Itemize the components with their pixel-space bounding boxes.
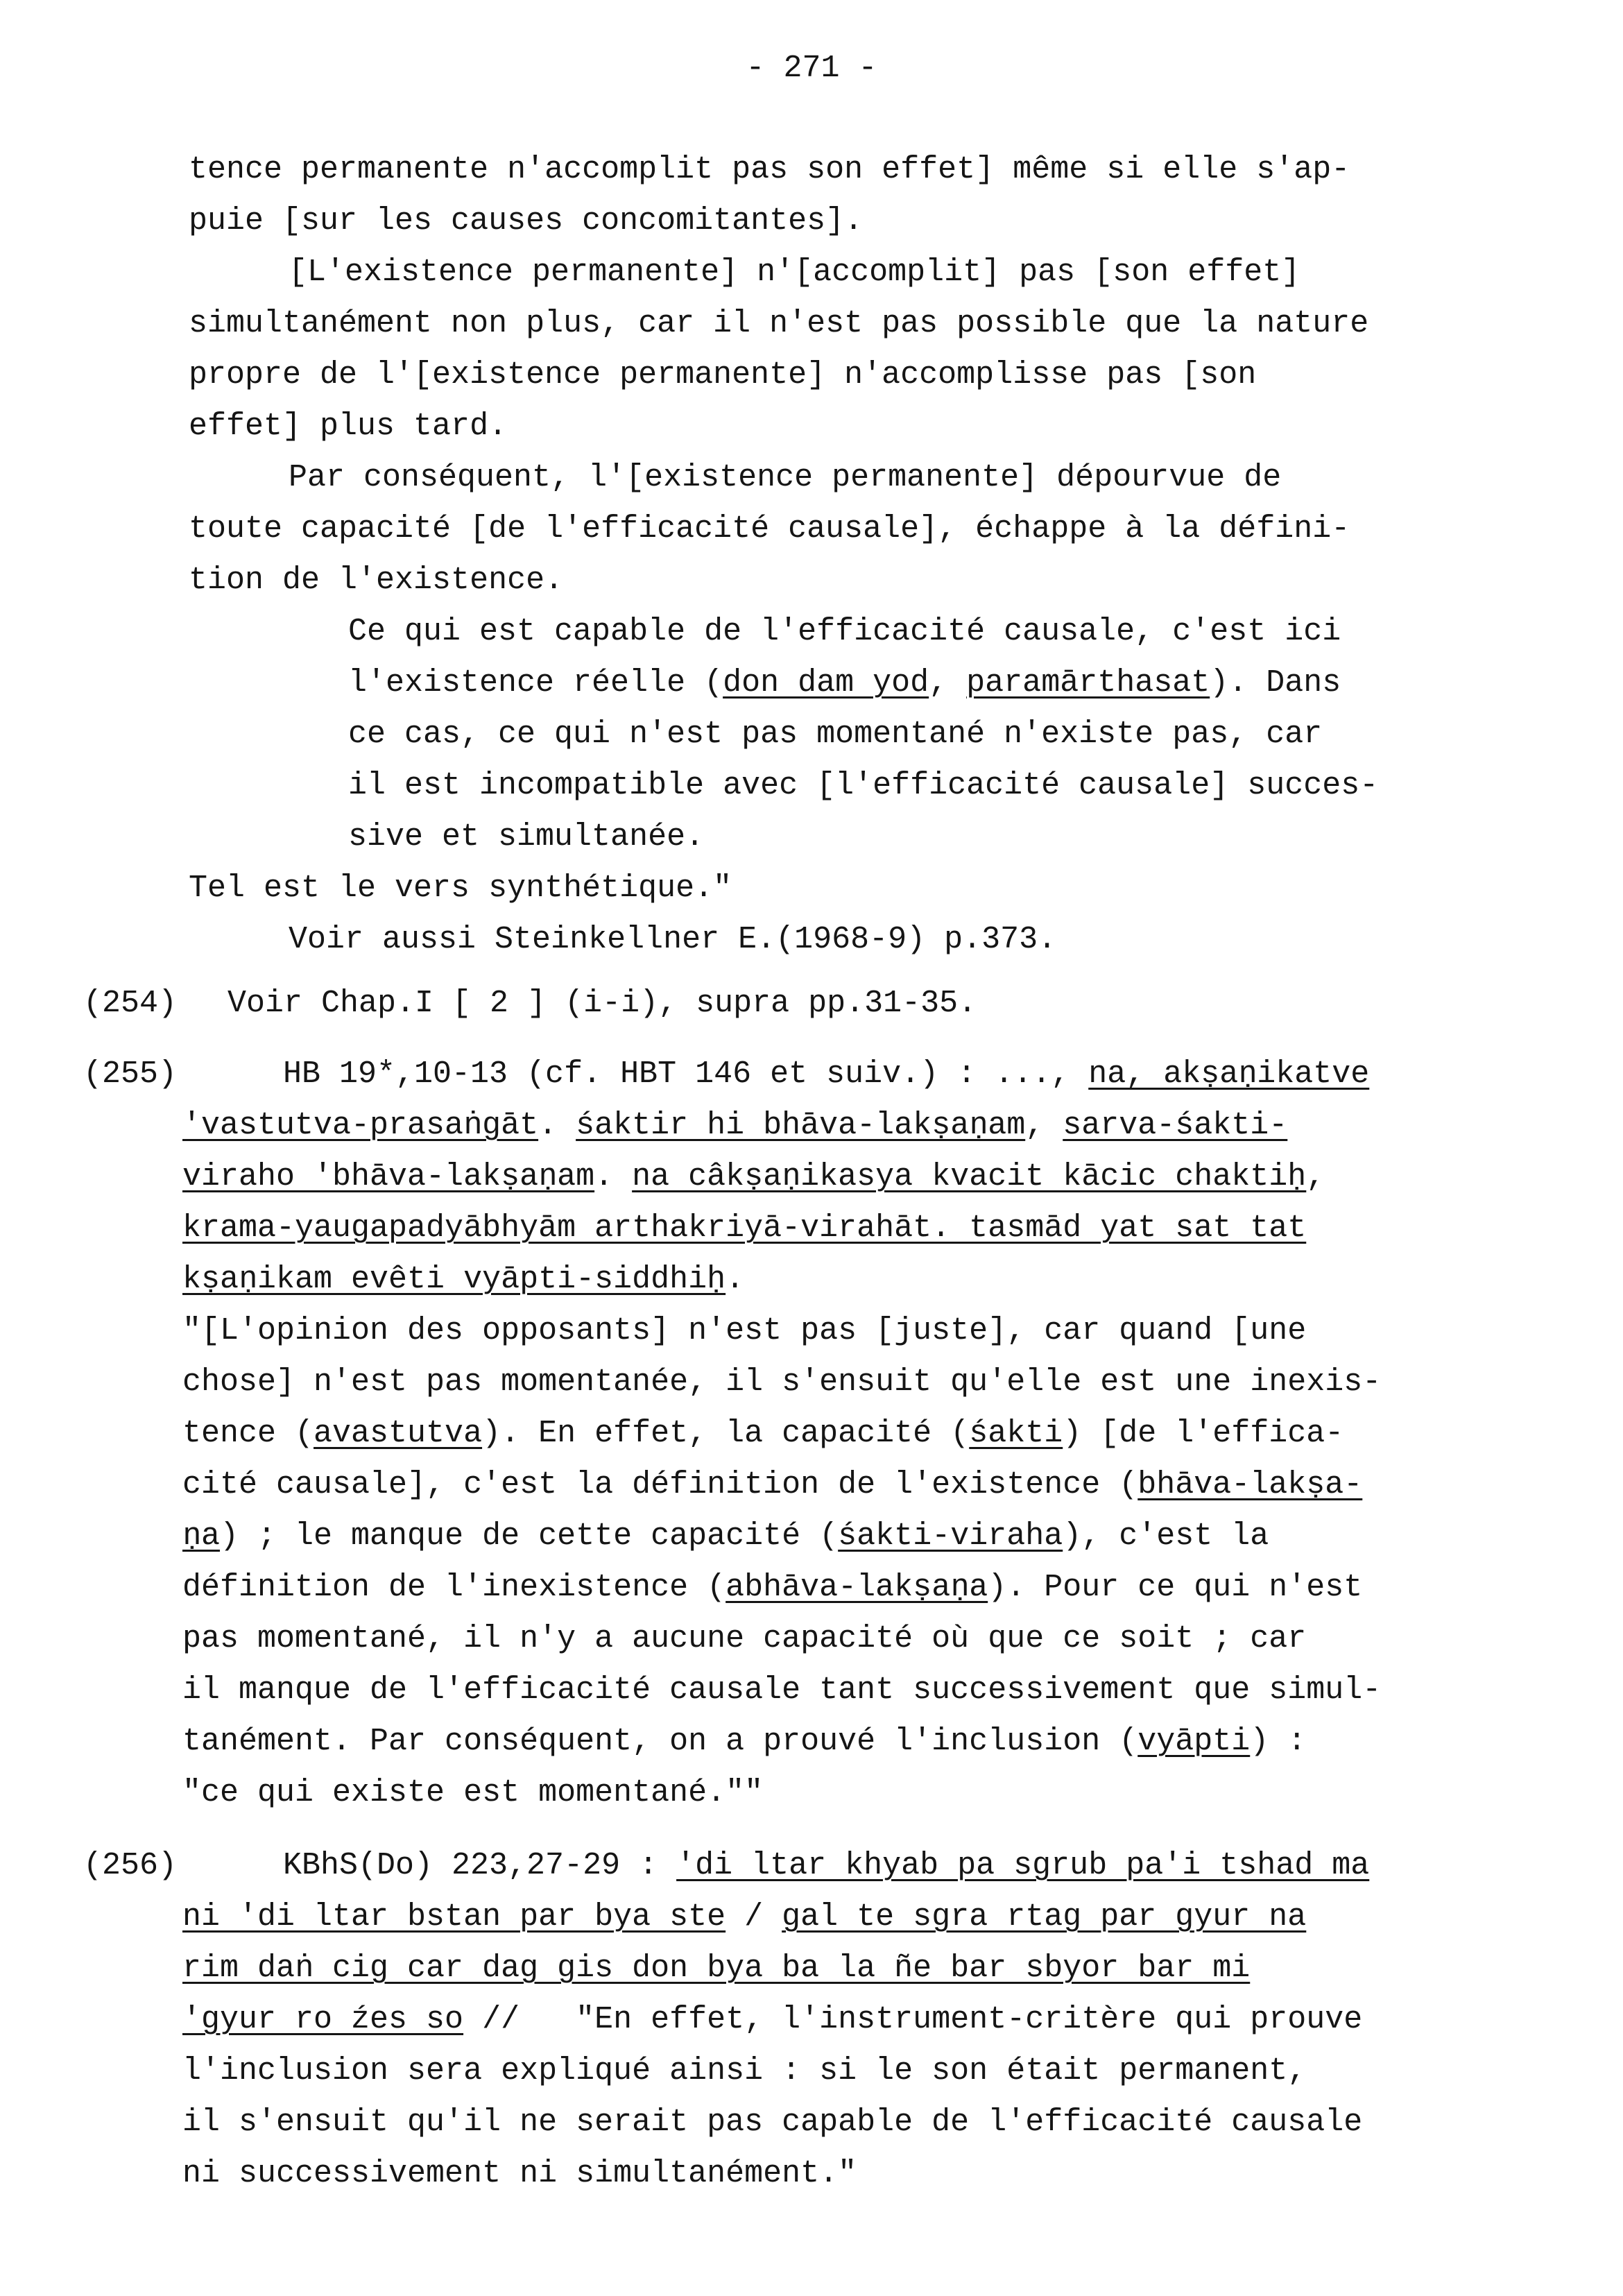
- footnote-255: [182, 1049, 1535, 1819]
- text-line: ni successivement ni simultanément.": [182, 2156, 857, 2191]
- note-number: (256): [83, 1848, 178, 1883]
- text-line: Voir Chap.I [ 2 ] (i-i), supra pp.31-35.: [227, 986, 977, 1021]
- underlined-term: na, akṣaṇikatve: [1088, 1056, 1370, 1092]
- footnote-254: [227, 978, 1580, 1029]
- text-line: kṣaṇikam evêti vyāpti-siddhiḥ.: [182, 1262, 745, 1297]
- text-line: Par conséquent, l'[existence permanente] dépourvue de: [289, 460, 1282, 495]
- text-line: KBhS(Do) 223,27-29 : 'di ltar khyab pa sgrub pa'i tshad ma: [283, 1848, 1370, 1883]
- text-line: viraho 'bhāva-lakṣaṇam. na câkṣaṇikasya kvacit kācic chaktiḥ,: [182, 1159, 1325, 1194]
- text-line: tence permanente n'accomplit pas son effet] même si elle s'ap-: [189, 152, 1350, 187]
- text-line: ce cas, ce qui n'est pas momentané n'existe pas, car: [348, 717, 1323, 752]
- text-line: "ce qui existe est momentané."": [182, 1775, 764, 1810]
- text-line: il s'ensuit qu'il ne serait pas capable de l'efficacité causale: [182, 2105, 1363, 2140]
- text-line: cité causale], c'est la définition de l'existence (bhāva-lakṣa-: [182, 1467, 1363, 1502]
- underlined-term: sarva-śakti-: [1063, 1108, 1288, 1143]
- underlined-term: ṇa: [182, 1518, 221, 1554]
- text-line: ṇa) ; le manque de cette capacité (śakti-viraha), c'est la: [182, 1518, 1269, 1554]
- indented-quote: [189, 606, 1520, 863]
- top-paragraph: [189, 144, 1520, 966]
- text-line: [182, 1943, 1535, 1994]
- text-line: Tel est le vers synthétique.": [189, 871, 732, 906]
- note-number: (255): [83, 1056, 178, 1092]
- underlined-term: rim daṅ cig car dag gis don bya ba la ñe bar sbyor bar mi: [182, 1951, 1251, 1986]
- text-line: effet] plus tard.: [189, 409, 508, 444]
- footnote-256: [182, 1840, 1535, 2200]
- text-line: tence (avastutva). En effet, la capacité (śakti) [de l'effica-: [182, 1416, 1344, 1451]
- underlined-term: 'gyur ro źes so: [182, 2002, 464, 2037]
- text-line: toute capacité [de l'efficacité causale], échappe à la défini-: [189, 511, 1350, 547]
- underlined-term: paramārthasat: [966, 665, 1210, 701]
- text-line: 'vastutva-prasaṅgāt. śaktir hi bhāva-lakṣaṇam, sarva-śakti-: [182, 1108, 1288, 1143]
- text-line: Ce qui est capable de l'efficacité causale, c'est ici: [348, 614, 1341, 649]
- underlined-term: avastutva: [314, 1416, 483, 1451]
- underlined-term: na câkṣaṇikasya kvacit kācic chaktiḥ: [632, 1159, 1307, 1194]
- text-line: simultanément non plus, car il n'est pas possible que la nature: [189, 306, 1369, 341]
- page-number: - 271 -: [746, 51, 877, 86]
- text-line: l'inclusion sera expliqué ainsi : si le son était permanent,: [182, 2053, 1307, 2089]
- underlined-term: śakti-viraha: [838, 1518, 1063, 1554]
- text-line: tion de l'existence.: [189, 563, 564, 598]
- text-line: l'existence réelle (don dam yod, paramārthasat). Dans: [348, 665, 1341, 701]
- underlined-term: bhāva-lakṣa-: [1137, 1467, 1363, 1502]
- underlined-term: don dam yod: [723, 665, 929, 701]
- text-line: "[L'opinion des opposants] n'est pas [juste], car quand [une: [182, 1313, 1307, 1348]
- underlined-term: kṣaṇikam evêti vyāpti-siddhiḥ: [182, 1262, 726, 1297]
- underlined-term: krama-yaugapadyābhyām arthakriyā-virahāt. tasmād yat sat tat: [182, 1210, 1307, 1246]
- text-line: [L'existence permanente] n'[accomplit] pas [son effet]: [289, 255, 1300, 290]
- text-line: 'gyur ro źes so // "En effet, l'instrument-critère qui prouve: [182, 2002, 1363, 2037]
- underlined-term: abhāva-lakṣaṇa: [725, 1570, 988, 1605]
- text-line: ni 'di ltar bstan par bya ste / gal te sgra rtag par gyur na: [182, 1899, 1307, 1935]
- text-line: il est incompatible avec [l'efficacité causale] succes-: [348, 768, 1379, 803]
- text-line: propre de l'[existence permanente] n'accomplisse pas [son: [189, 357, 1257, 393]
- text-line: Voir aussi Steinkellner E.(1968-9) p.373.: [289, 922, 1057, 957]
- underlined-term: 'vastutva-prasaṅgāt: [182, 1108, 539, 1143]
- text-line: sive et simultanée.: [348, 819, 705, 855]
- text-line: [182, 1203, 1535, 1254]
- text-line: définition de l'inexistence (abhāva-lakṣaṇa). Pour ce qui n'est: [182, 1570, 1363, 1605]
- text-line: il manque de l'efficacité causale tant successivement que simul-: [182, 1672, 1382, 1708]
- underlined-term: śaktir hi bhāva-lakṣaṇam: [576, 1108, 1026, 1143]
- underlined-term: gal te sgra rtag par gyur na: [782, 1899, 1307, 1935]
- underlined-term: śakti: [969, 1416, 1063, 1451]
- underlined-term: 'di ltar khyab pa sgrub pa'i tshad ma: [676, 1848, 1370, 1883]
- text-line: chose] n'est pas momentanée, il s'ensuit qu'elle est une inexis-: [182, 1364, 1382, 1400]
- note-number: (254): [83, 986, 178, 1021]
- underlined-term: ni 'di ltar bstan par bya ste: [182, 1899, 726, 1935]
- text-line: puie [sur les causes concomitantes].: [189, 203, 864, 239]
- text-line: HB 19*,10-13 (cf. HBT 146 et suiv.) : ..., na, akṣaṇikatve: [283, 1056, 1370, 1092]
- underlined-term: vyāpti: [1137, 1724, 1251, 1759]
- text-line: pas momentané, il n'y a aucune capacité où que ce soit ; car: [182, 1621, 1307, 1656]
- underlined-term: viraho 'bhāva-lakṣaṇam: [182, 1159, 595, 1194]
- text-line: tanément. Par conséquent, on a prouvé l'inclusion (vyāpti) :: [182, 1724, 1307, 1759]
